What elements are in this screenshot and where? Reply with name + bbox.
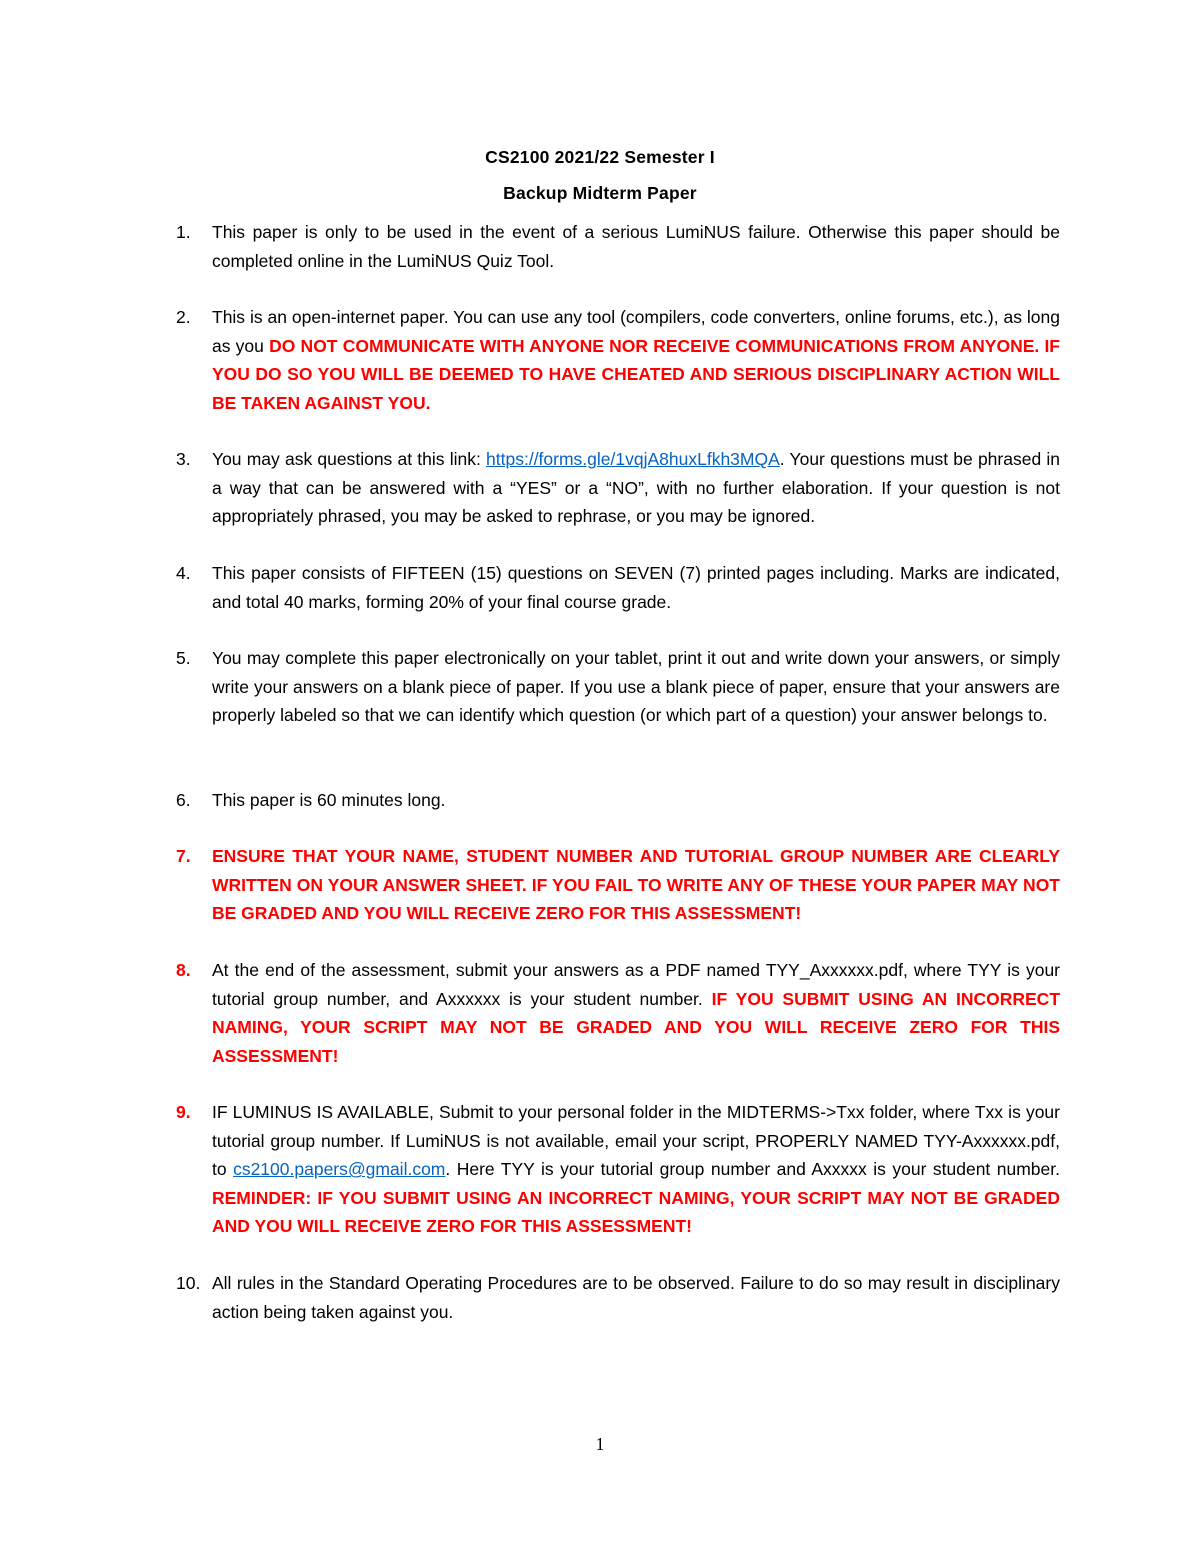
document-title: CS2100 2021/22 Semester I (485, 147, 715, 167)
item-text-segment: IF LUMINUS IS AVAILABLE, Submit to your personal folder in the MIDTERMS->Txx folder, where Txx is your tutorial group number. If LumiNUS is not available, email your script, PROPERLY NAMED TYY-Axxxxxx.pdf, to (212, 1102, 1060, 1180)
item-text-segment: You may complete this paper electronically on your tablet, print it out and write down your answers, or simply write your answers on a blank piece of paper. If you use a blank piece of paper, ensure that your answers are properly labeled so that we can identify which question (or which part of a question) your answer belongs to. (212, 648, 1060, 726)
item-text-segment: All rules in the Standard Operating Procedures are to be observed. Failure to do so may result in disciplinary action being taken against you. (212, 1273, 1060, 1322)
item-text-segment: At the end of the assessment, submit your answers as a PDF named TYY_Axxxxxx.pdf, where TYY is your tutorial group number, and Axxxxxx is your student number. (212, 960, 1060, 1009)
warning-text: ENSURE THAT YOUR NAME, STUDENT NUMBER AND TUTORIAL GROUP NUMBER ARE CLEARLY WRITTEN ON YOUR ANSWER SHEET. IF YOU FAIL TO WRITE ANY OF THESE YOUR PAPER MAY NOT BE GRADED AND YOU WILL RECEIVE ZERO FOR THIS ASSESSMENT! (212, 846, 1060, 924)
item-text (212, 1098, 1060, 1241)
warning-text: DO NOT COMMUNICATE WITH ANYONE NOR RECEIVE COMMUNICATIONS FROM ANYONE. IF YOU DO SO YOU WILL BE DEEMED TO HAVE CHEATED AND SERIOUS DISCIPLINARY ACTION WILL BE TAKEN AGAINST YOU. (212, 335, 1060, 413)
item-text-segment: . Here TYY is your tutorial group number and Axxxxx is your student number. (445, 1159, 1060, 1180)
item-number: 3. (176, 449, 191, 469)
item-number: 2. (176, 307, 191, 327)
item-text (212, 218, 1060, 275)
item-text (212, 1269, 1060, 1326)
item-number: 10. (176, 1273, 201, 1293)
email-link[interactable]: cs2100.papers@gmail.com (233, 1159, 446, 1180)
item-text (212, 559, 1060, 616)
item-text-segment: This is an open-internet paper. You can use any tool (compilers, code converters, online forums, etc.), as long as you (212, 307, 1060, 356)
item-number: 8. (176, 960, 191, 980)
item-number: 5. (176, 648, 191, 668)
item-text (212, 956, 1060, 1070)
item-text-segment: This paper consists of FIFTEEN (15) questions on SEVEN (7) printed pages including. Marks are indicated, and total 40 marks, forming 20% of your final course grade. (212, 563, 1060, 612)
item-number: 4. (176, 563, 191, 583)
page-number: 1 (595, 1434, 605, 1454)
item-text (212, 786, 1060, 815)
item-number: 1. (176, 222, 191, 242)
item-number: 7. (176, 846, 191, 866)
warning-text: REMINDER: IF YOU SUBMIT USING AN INCORRECT NAMING, YOUR SCRIPT MAY NOT BE GRADED AND YOU WILL RECEIVE ZERO FOR THIS ASSESSMENT! (212, 1187, 1060, 1237)
item-text (212, 303, 1060, 417)
questions-form-link[interactable]: https://forms.gle/1vqjA8huxLfkh3MQA (486, 449, 780, 469)
item-text-segment: . Your questions must be phrased in a way that can be answered with a “YES” or a “NO”, with no further elaboration. If your question is not appropriately phrased, you may be asked to rephrase, or you may be ignored. (212, 449, 1060, 527)
item-text-segment: You may ask questions at this link: (212, 449, 487, 469)
item-number: 6. (176, 790, 191, 810)
warning-text: IF YOU SUBMIT USING AN INCORRECT NAMING, YOUR SCRIPT MAY NOT BE GRADED AND YOU WILL RECEIVE ZERO FOR THIS ASSESSMENT! (212, 988, 1061, 1066)
item-text (212, 445, 1060, 531)
item-text-segment: This paper is 60 minutes long. (212, 790, 446, 810)
item-text-segment: This paper is only to be used in the event of a serious LumiNUS failure. Otherwise this paper should be completed online in the LumiNUS Quiz Tool. (212, 222, 1060, 271)
document-subtitle: Backup Midterm Paper (503, 183, 697, 203)
item-text (212, 842, 1060, 928)
item-text (212, 644, 1060, 730)
item-number: 9. (176, 1102, 191, 1122)
